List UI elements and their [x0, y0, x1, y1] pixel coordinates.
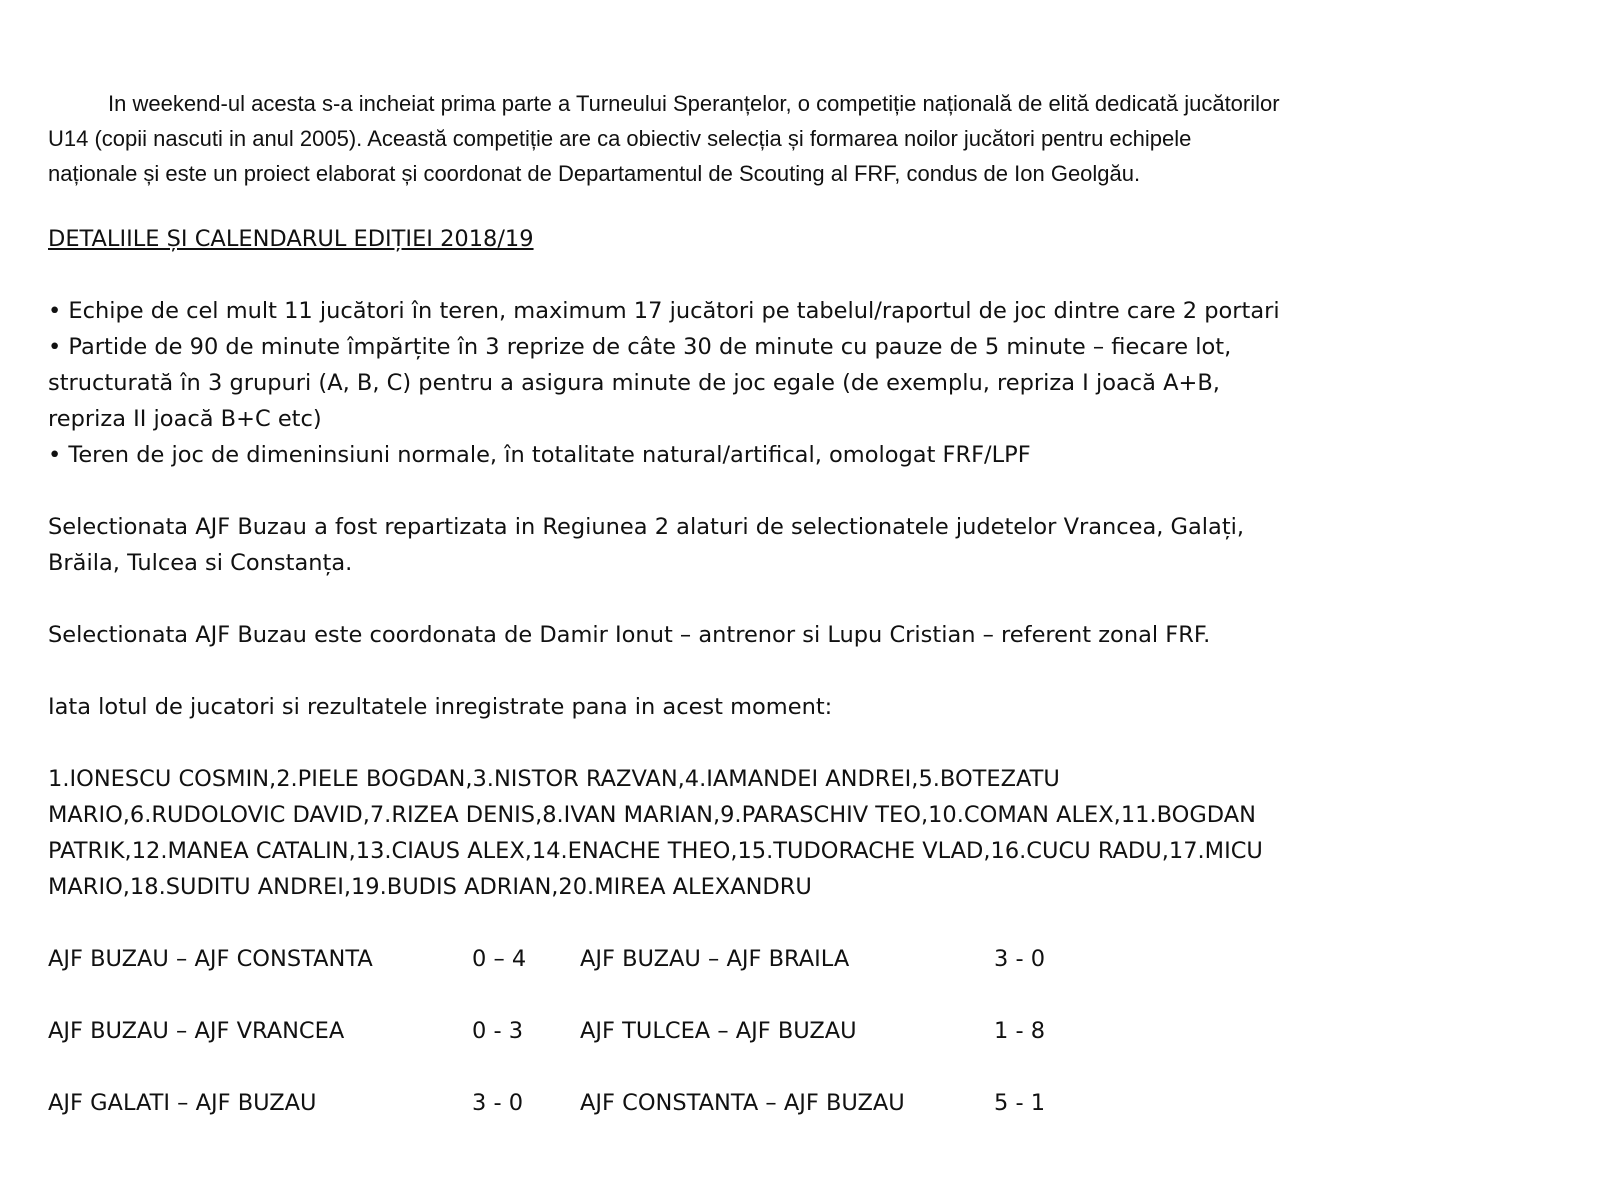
- result-row: [48, 1013, 1548, 1049]
- result-row: [48, 1085, 1548, 1121]
- result-row: [48, 941, 1548, 977]
- rules-line: • Echipe de cel mult 11 jucători în teren, maximum 17 jucători pe tabelul/raportul de joc dintre care 2 portari: [48, 298, 1280, 324]
- coaches-paragraph: [48, 617, 1548, 653]
- squad-line: 1.IONESCU COSMIN,2.PIELE BOGDAN,3.NISTOR RAZVAN,4.IAMANDEI ANDREI,5.BOTEZATU: [48, 766, 1060, 792]
- rules-line: • Teren de joc de dimeninsiuni normale, în totalitate natural/artifical, omologat FRF/LPF: [48, 442, 1031, 468]
- squad-intro-line: Iata lotul de jucatori si rezultatele inregistrate pana in acest moment:: [48, 694, 833, 720]
- rules-line: structurată în 3 grupuri (A, B, C) pentru a asigura minute de joc egale (de exemplu, repriza I joacă A+B,: [48, 370, 1220, 396]
- rules-list: [48, 293, 1548, 473]
- region-paragraph: [48, 509, 1548, 581]
- match-name: AJF GALATI – AJF BUZAU: [48, 1090, 317, 1116]
- squad-intro-paragraph: [48, 689, 1548, 725]
- squad-list: [48, 761, 1548, 905]
- match-name: AJF TULCEA – AJF BUZAU: [580, 1018, 857, 1044]
- region-line: Brăila, Tulcea si Constanța.: [48, 550, 353, 576]
- intro-paragraph: [48, 86, 1548, 191]
- match-score: 3 - 0: [994, 946, 1046, 972]
- match-score: 0 - 3: [472, 1018, 524, 1044]
- intro-line: U14 (copii nascuti in anul 2005). Această competiție are ca obiectiv selecția și formarea noilor jucători pentru echipele: [48, 126, 1192, 151]
- rules-line: repriza II joacă B+C etc): [48, 406, 322, 432]
- match-name: AJF BUZAU – AJF CONSTANTA: [48, 946, 373, 972]
- coaches-line: Selectionata AJF Buzau este coordonata de Damir Ionut – antrenor si Lupu Cristian – referent zonal FRF.: [48, 622, 1211, 648]
- region-line: Selectionata AJF Buzau a fost repartizata in Regiunea 2 alaturi de selectionatele judetelor Vrancea, Galați,: [48, 514, 1245, 540]
- section-heading: DETALIILE ȘI CALENDARUL EDIȚIEI 2018/19: [48, 226, 534, 252]
- squad-line: PATRIK,12.MANEA CATALIN,13.CIAUS ALEX,14.ENACHE THEO,15.TUDORACHE VLAD,16.CUCU RADU,17.MICU: [48, 838, 1263, 864]
- rules-line: • Partide de 90 de minute împărțite în 3 reprize de câte 30 de minute cu pauze de 5 minute – fiecare lot,: [48, 334, 1232, 360]
- results-table: [48, 941, 1548, 1121]
- squad-line: MARIO,6.RUDOLOVIC DAVID,7.RIZEA DENIS,8.IVAN MARIAN,9.PARASCHIV TEO,10.COMAN ALEX,11.BOGDAN: [48, 802, 1256, 828]
- match-score: 5 - 1: [994, 1090, 1046, 1116]
- match-name: AJF BUZAU – AJF VRANCEA: [48, 1018, 345, 1044]
- intro-line: naționale și este un proiect elaborat și coordonat de Departamentul de Scouting al FRF, condus de Ion Geolgău.: [48, 161, 1141, 186]
- match-name: AJF CONSTANTA – AJF BUZAU: [580, 1090, 905, 1116]
- squad-line: MARIO,18.SUDITU ANDREI,19.BUDIS ADRIAN,20.MIREA ALEXANDRU: [48, 874, 812, 900]
- match-score: 1 - 8: [994, 1018, 1046, 1044]
- document-page: [48, 86, 1548, 1121]
- match-name: AJF BUZAU – AJF BRAILA: [580, 946, 850, 972]
- intro-line: In weekend-ul acesta s-a incheiat prima parte a Turneului Speranțelor, o competiție națională de elită dedicată jucătorilor: [108, 91, 1280, 116]
- match-score: 0 – 4: [472, 946, 527, 972]
- match-score: 3 - 0: [472, 1090, 524, 1116]
